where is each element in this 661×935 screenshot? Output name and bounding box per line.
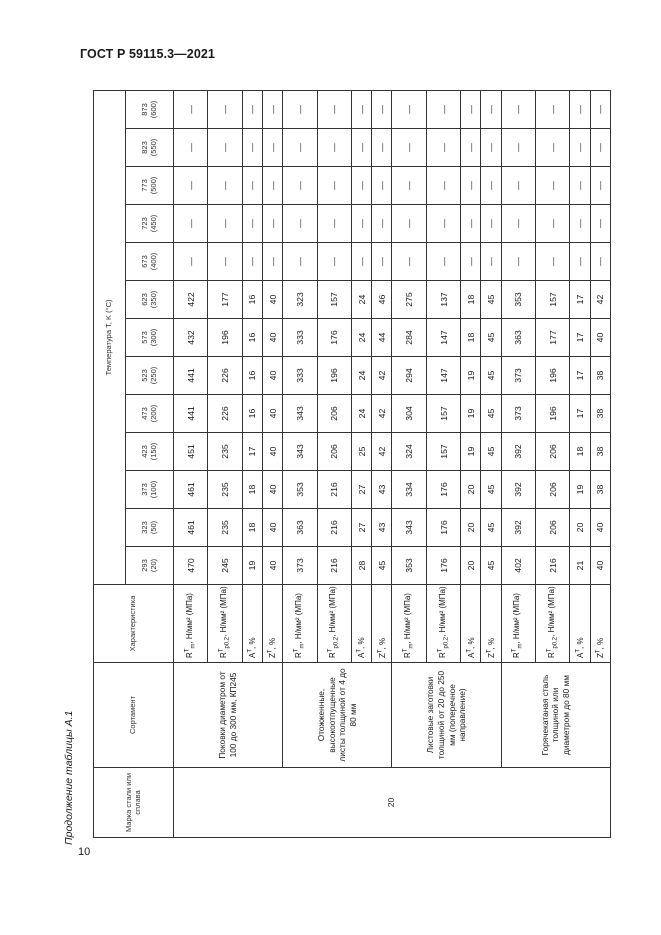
- temp-celsius: (100): [148, 480, 158, 499]
- value-cell: 21: [570, 547, 590, 585]
- value-cell: 40: [263, 471, 283, 509]
- value-cell: 373: [501, 395, 535, 433]
- value-cell: 206: [317, 395, 351, 433]
- value-cell: 17: [570, 357, 590, 395]
- value-cell: 392: [501, 509, 535, 547]
- value-cell: 20: [570, 509, 590, 547]
- value-cell: 334: [392, 471, 426, 509]
- value-cell: 461: [174, 471, 208, 509]
- value-cell: 363: [501, 319, 535, 357]
- temp-kelvin: 323: [139, 521, 149, 534]
- value-cell: —: [590, 167, 610, 205]
- value-cell: —: [352, 167, 372, 205]
- header-temperature: Температура T, K (°C): [94, 90, 126, 584]
- value-cell: —: [283, 129, 317, 167]
- value-cell: —: [481, 90, 501, 128]
- characteristic-cell: $R^T_m$, Н/мм² (МПа): [174, 585, 208, 663]
- value-cell: —: [174, 90, 208, 128]
- value-cell: 42: [372, 433, 392, 471]
- value-cell: 38: [590, 471, 610, 509]
- characteristic-cell: $Z^T$, %: [372, 585, 392, 663]
- header-product: Сортамент: [94, 663, 174, 768]
- table-row: [174, 90, 208, 837]
- value-cell: —: [263, 90, 283, 128]
- value-cell: 45: [481, 395, 501, 433]
- value-cell: 451: [174, 433, 208, 471]
- value-cell: 45: [481, 281, 501, 319]
- value-cell: 157: [536, 281, 570, 319]
- value-cell: 216: [317, 471, 351, 509]
- characteristic-cell: $A^T$, %: [461, 585, 481, 663]
- value-cell: 206: [536, 509, 570, 547]
- value-cell: 20: [461, 471, 481, 509]
- characteristic-cell: $Z^T$, %: [481, 585, 501, 663]
- value-cell: 363: [283, 509, 317, 547]
- temp-celsius: (20): [148, 558, 158, 573]
- characteristic-cell: $Z^T$, %: [590, 585, 610, 663]
- characteristic-cell: $R^T_m$, Н/мм² (МПа): [501, 585, 535, 663]
- value-cell: 441: [174, 395, 208, 433]
- header-grade: Марка стали или сплава: [94, 768, 174, 838]
- value-cell: —: [461, 129, 481, 167]
- temp-header-723: [126, 205, 174, 243]
- value-cell: 18: [461, 281, 481, 319]
- value-cell: 235: [208, 433, 242, 471]
- value-cell: —: [426, 167, 460, 205]
- value-cell: 216: [317, 509, 351, 547]
- value-cell: —: [501, 167, 535, 205]
- value-cell: 373: [501, 357, 535, 395]
- value-cell: —: [481, 129, 501, 167]
- value-cell: 275: [392, 281, 426, 319]
- value-cell: 40: [263, 281, 283, 319]
- value-cell: —: [590, 205, 610, 243]
- value-cell: 216: [317, 547, 351, 585]
- value-cell: 45: [481, 319, 501, 357]
- value-cell: 177: [536, 319, 570, 357]
- value-cell: 43: [372, 509, 392, 547]
- value-cell: —: [317, 129, 351, 167]
- value-cell: 42: [590, 281, 610, 319]
- characteristic-cell: $R^T_{p0,2}$, Н/мм² (МПа): [426, 585, 460, 663]
- value-cell: —: [536, 243, 570, 281]
- document-header: ГОСТ Р 59115.3—2021: [80, 47, 215, 61]
- value-cell: 343: [283, 395, 317, 433]
- grade-cell: 20: [174, 768, 611, 838]
- temp-celsius: (150): [148, 442, 158, 461]
- characteristic-cell: $R^T_{p0,2}$, Н/мм² (МПа): [317, 585, 351, 663]
- value-cell: 373: [283, 547, 317, 585]
- value-cell: —: [461, 167, 481, 205]
- temp-kelvin: 523: [139, 369, 149, 382]
- value-cell: —: [208, 90, 242, 128]
- value-cell: —: [570, 205, 590, 243]
- temp-kelvin: 473: [139, 407, 149, 420]
- value-cell: 196: [317, 357, 351, 395]
- value-cell: 17: [570, 281, 590, 319]
- value-cell: —: [481, 243, 501, 281]
- temp-header-673: [126, 243, 174, 281]
- value-cell: 46: [372, 281, 392, 319]
- value-cell: 45: [481, 471, 501, 509]
- value-cell: —: [570, 129, 590, 167]
- value-cell: 28: [352, 547, 372, 585]
- value-cell: —: [536, 90, 570, 128]
- value-cell: 19: [461, 433, 481, 471]
- value-cell: 24: [352, 395, 372, 433]
- value-cell: 40: [263, 433, 283, 471]
- temp-kelvin: 573: [139, 331, 149, 344]
- value-cell: 176: [317, 319, 351, 357]
- value-cell: 235: [208, 471, 242, 509]
- value-cell: 19: [461, 395, 481, 433]
- value-cell: —: [590, 129, 610, 167]
- value-cell: —: [426, 205, 460, 243]
- value-cell: 40: [590, 319, 610, 357]
- value-cell: —: [392, 167, 426, 205]
- value-cell: —: [426, 243, 460, 281]
- value-cell: —: [372, 90, 392, 128]
- value-cell: 137: [426, 281, 460, 319]
- value-cell: —: [352, 90, 372, 128]
- value-cell: 177: [208, 281, 242, 319]
- temp-kelvin: 423: [139, 445, 149, 458]
- value-cell: 20: [461, 509, 481, 547]
- value-cell: 38: [590, 433, 610, 471]
- characteristic-cell: $A^T$, %: [352, 585, 372, 663]
- value-cell: —: [317, 243, 351, 281]
- value-cell: 18: [570, 433, 590, 471]
- characteristic-cell: $R^T_m$, Н/мм² (МПа): [283, 585, 317, 663]
- value-cell: 226: [208, 357, 242, 395]
- temp-header-423: [126, 433, 174, 471]
- value-cell: —: [242, 90, 262, 128]
- value-cell: 216: [536, 547, 570, 585]
- temp-header-573: [126, 319, 174, 357]
- table-row: [392, 90, 426, 837]
- value-cell: —: [372, 205, 392, 243]
- value-cell: —: [392, 243, 426, 281]
- temp-celsius: (50): [148, 520, 158, 535]
- value-cell: —: [481, 167, 501, 205]
- value-cell: —: [283, 243, 317, 281]
- value-cell: —: [570, 90, 590, 128]
- data-table: [93, 90, 611, 838]
- value-cell: 353: [501, 281, 535, 319]
- value-cell: 441: [174, 357, 208, 395]
- value-cell: 16: [242, 281, 262, 319]
- temp-kelvin: 623: [139, 293, 149, 306]
- value-cell: 16: [242, 357, 262, 395]
- value-cell: 284: [392, 319, 426, 357]
- table-row: [501, 90, 535, 837]
- value-cell: 27: [352, 471, 372, 509]
- value-cell: 226: [208, 395, 242, 433]
- value-cell: —: [570, 167, 590, 205]
- value-cell: —: [352, 243, 372, 281]
- temp-header-323: [126, 509, 174, 547]
- value-cell: 40: [590, 547, 610, 585]
- value-cell: —: [372, 129, 392, 167]
- temp-celsius: (450): [148, 214, 158, 233]
- temp-kelvin: 773: [139, 179, 149, 192]
- value-cell: —: [174, 167, 208, 205]
- temp-header-473: [126, 395, 174, 433]
- value-cell: —: [501, 243, 535, 281]
- temp-kelvin: 293: [139, 559, 149, 572]
- value-cell: 16: [242, 395, 262, 433]
- value-cell: 20: [461, 547, 481, 585]
- value-cell: 294: [392, 357, 426, 395]
- value-cell: 206: [317, 433, 351, 471]
- temp-celsius: (550): [148, 138, 158, 157]
- value-cell: 324: [392, 433, 426, 471]
- value-cell: 353: [283, 471, 317, 509]
- value-cell: —: [352, 129, 372, 167]
- value-cell: 45: [372, 547, 392, 585]
- characteristic-cell: $R^T_m$, Н/мм² (МПа): [392, 585, 426, 663]
- product-cell: Листовые заготовки толщиной от 20 до 250 мм (поперечное направление): [392, 663, 501, 768]
- value-cell: 196: [536, 395, 570, 433]
- value-cell: 470: [174, 547, 208, 585]
- value-cell: 19: [242, 547, 262, 585]
- value-cell: 17: [570, 395, 590, 433]
- value-cell: 45: [481, 509, 501, 547]
- temp-kelvin: 873: [139, 103, 149, 116]
- temp-kelvin: 373: [139, 483, 149, 496]
- value-cell: —: [174, 129, 208, 167]
- value-cell: —: [174, 205, 208, 243]
- value-cell: —: [208, 129, 242, 167]
- value-cell: —: [242, 205, 262, 243]
- temp-kelvin: 723: [139, 217, 149, 230]
- value-cell: —: [263, 167, 283, 205]
- temp-header-773: [126, 167, 174, 205]
- value-cell: —: [536, 205, 570, 243]
- value-cell: —: [501, 205, 535, 243]
- characteristic-cell: $R^T_{p0,2}$, Н/мм² (МПа): [208, 585, 242, 663]
- value-cell: 45: [481, 357, 501, 395]
- value-cell: 333: [283, 357, 317, 395]
- value-cell: 17: [242, 433, 262, 471]
- value-cell: 176: [426, 509, 460, 547]
- temp-kelvin: 673: [139, 255, 149, 268]
- value-cell: —: [426, 90, 460, 128]
- value-cell: —: [242, 129, 262, 167]
- value-cell: 157: [426, 395, 460, 433]
- value-cell: —: [392, 129, 426, 167]
- value-cell: —: [283, 205, 317, 243]
- page-number: 10: [78, 846, 91, 858]
- value-cell: —: [590, 90, 610, 128]
- temp-celsius: (300): [148, 328, 158, 347]
- value-cell: 18: [242, 509, 262, 547]
- table-caption: Продолжение таблицы А.1: [63, 710, 75, 845]
- value-cell: —: [392, 205, 426, 243]
- value-cell: 333: [283, 319, 317, 357]
- value-cell: 157: [317, 281, 351, 319]
- value-cell: —: [242, 243, 262, 281]
- value-cell: 38: [590, 357, 610, 395]
- value-cell: 24: [352, 281, 372, 319]
- value-cell: —: [501, 90, 535, 128]
- product-cell: Отожженные, высокоотпущенные листы толщиной от 4 до 80 мм: [283, 663, 392, 768]
- value-cell: 206: [536, 471, 570, 509]
- value-cell: 24: [352, 357, 372, 395]
- value-cell: 147: [426, 319, 460, 357]
- value-cell: 19: [570, 471, 590, 509]
- value-cell: —: [208, 243, 242, 281]
- value-cell: —: [426, 129, 460, 167]
- value-cell: 206: [536, 433, 570, 471]
- value-cell: 157: [426, 433, 460, 471]
- value-cell: 392: [501, 471, 535, 509]
- temp-celsius: (600): [148, 100, 158, 119]
- table-row: [283, 90, 317, 837]
- value-cell: —: [283, 90, 317, 128]
- value-cell: 235: [208, 509, 242, 547]
- temp-header-523: [126, 357, 174, 395]
- value-cell: 45: [481, 433, 501, 471]
- value-cell: 18: [242, 471, 262, 509]
- value-cell: 40: [263, 509, 283, 547]
- value-cell: 245: [208, 547, 242, 585]
- header-characteristic: Характеристика: [94, 585, 174, 663]
- value-cell: 38: [590, 395, 610, 433]
- value-cell: —: [590, 243, 610, 281]
- temp-celsius: (500): [148, 176, 158, 195]
- value-cell: —: [317, 167, 351, 205]
- temp-kelvin: 823: [139, 141, 149, 154]
- value-cell: 16: [242, 319, 262, 357]
- temp-header-823: [126, 129, 174, 167]
- value-cell: 40: [263, 547, 283, 585]
- value-cell: —: [536, 129, 570, 167]
- value-cell: —: [372, 167, 392, 205]
- value-cell: 40: [263, 357, 283, 395]
- value-cell: 196: [536, 357, 570, 395]
- value-cell: —: [392, 90, 426, 128]
- temp-header-623: [126, 281, 174, 319]
- value-cell: —: [461, 243, 481, 281]
- temp-celsius: (200): [148, 404, 158, 423]
- value-cell: —: [263, 129, 283, 167]
- value-cell: —: [461, 205, 481, 243]
- value-cell: 27: [352, 509, 372, 547]
- temp-celsius: (350): [148, 290, 158, 309]
- value-cell: —: [208, 167, 242, 205]
- value-cell: 304: [392, 395, 426, 433]
- temp-header-293: [126, 547, 174, 585]
- characteristic-cell: $A^T$, %: [242, 585, 262, 663]
- value-cell: —: [481, 205, 501, 243]
- value-cell: —: [174, 243, 208, 281]
- value-cell: —: [372, 243, 392, 281]
- characteristic-cell: $A^T$, %: [570, 585, 590, 663]
- value-cell: 17: [570, 319, 590, 357]
- value-cell: —: [536, 167, 570, 205]
- value-cell: 392: [501, 433, 535, 471]
- value-cell: 422: [174, 281, 208, 319]
- temp-header-373: [126, 471, 174, 509]
- value-cell: 40: [263, 395, 283, 433]
- product-cell: Поковки диаметром от 100 до 300 мм, КП245: [174, 663, 283, 768]
- value-cell: 432: [174, 319, 208, 357]
- value-cell: —: [317, 205, 351, 243]
- value-cell: 44: [372, 319, 392, 357]
- value-cell: 25: [352, 433, 372, 471]
- value-cell: 343: [392, 509, 426, 547]
- value-cell: —: [208, 205, 242, 243]
- value-cell: —: [501, 129, 535, 167]
- temp-celsius: (250): [148, 366, 158, 385]
- characteristic-cell: $R^T_{p0,2}$, Н/мм² (МПа): [536, 585, 570, 663]
- table-container: [93, 92, 611, 838]
- value-cell: —: [263, 205, 283, 243]
- temp-header-873: [126, 90, 174, 128]
- value-cell: 19: [461, 357, 481, 395]
- value-cell: 461: [174, 509, 208, 547]
- value-cell: 45: [481, 547, 501, 585]
- temp-celsius: (400): [148, 252, 158, 271]
- value-cell: —: [242, 167, 262, 205]
- value-cell: 353: [392, 547, 426, 585]
- value-cell: 323: [283, 281, 317, 319]
- value-cell: 176: [426, 547, 460, 585]
- value-cell: —: [461, 90, 481, 128]
- product-cell: Горячекатаная сталь толщиной или диаметром до 80 мм: [501, 663, 610, 768]
- value-cell: 176: [426, 471, 460, 509]
- value-cell: 18: [461, 319, 481, 357]
- value-cell: —: [317, 90, 351, 128]
- value-cell: 196: [208, 319, 242, 357]
- value-cell: 42: [372, 357, 392, 395]
- value-cell: 43: [372, 471, 392, 509]
- value-cell: 147: [426, 357, 460, 395]
- value-cell: —: [283, 167, 317, 205]
- characteristic-cell: $Z^T$, %: [263, 585, 283, 663]
- value-cell: —: [263, 243, 283, 281]
- value-cell: 40: [263, 319, 283, 357]
- value-cell: 402: [501, 547, 535, 585]
- value-cell: 343: [283, 433, 317, 471]
- value-cell: 24: [352, 319, 372, 357]
- value-cell: 40: [590, 509, 610, 547]
- value-cell: 42: [372, 395, 392, 433]
- value-cell: —: [352, 205, 372, 243]
- value-cell: —: [570, 243, 590, 281]
